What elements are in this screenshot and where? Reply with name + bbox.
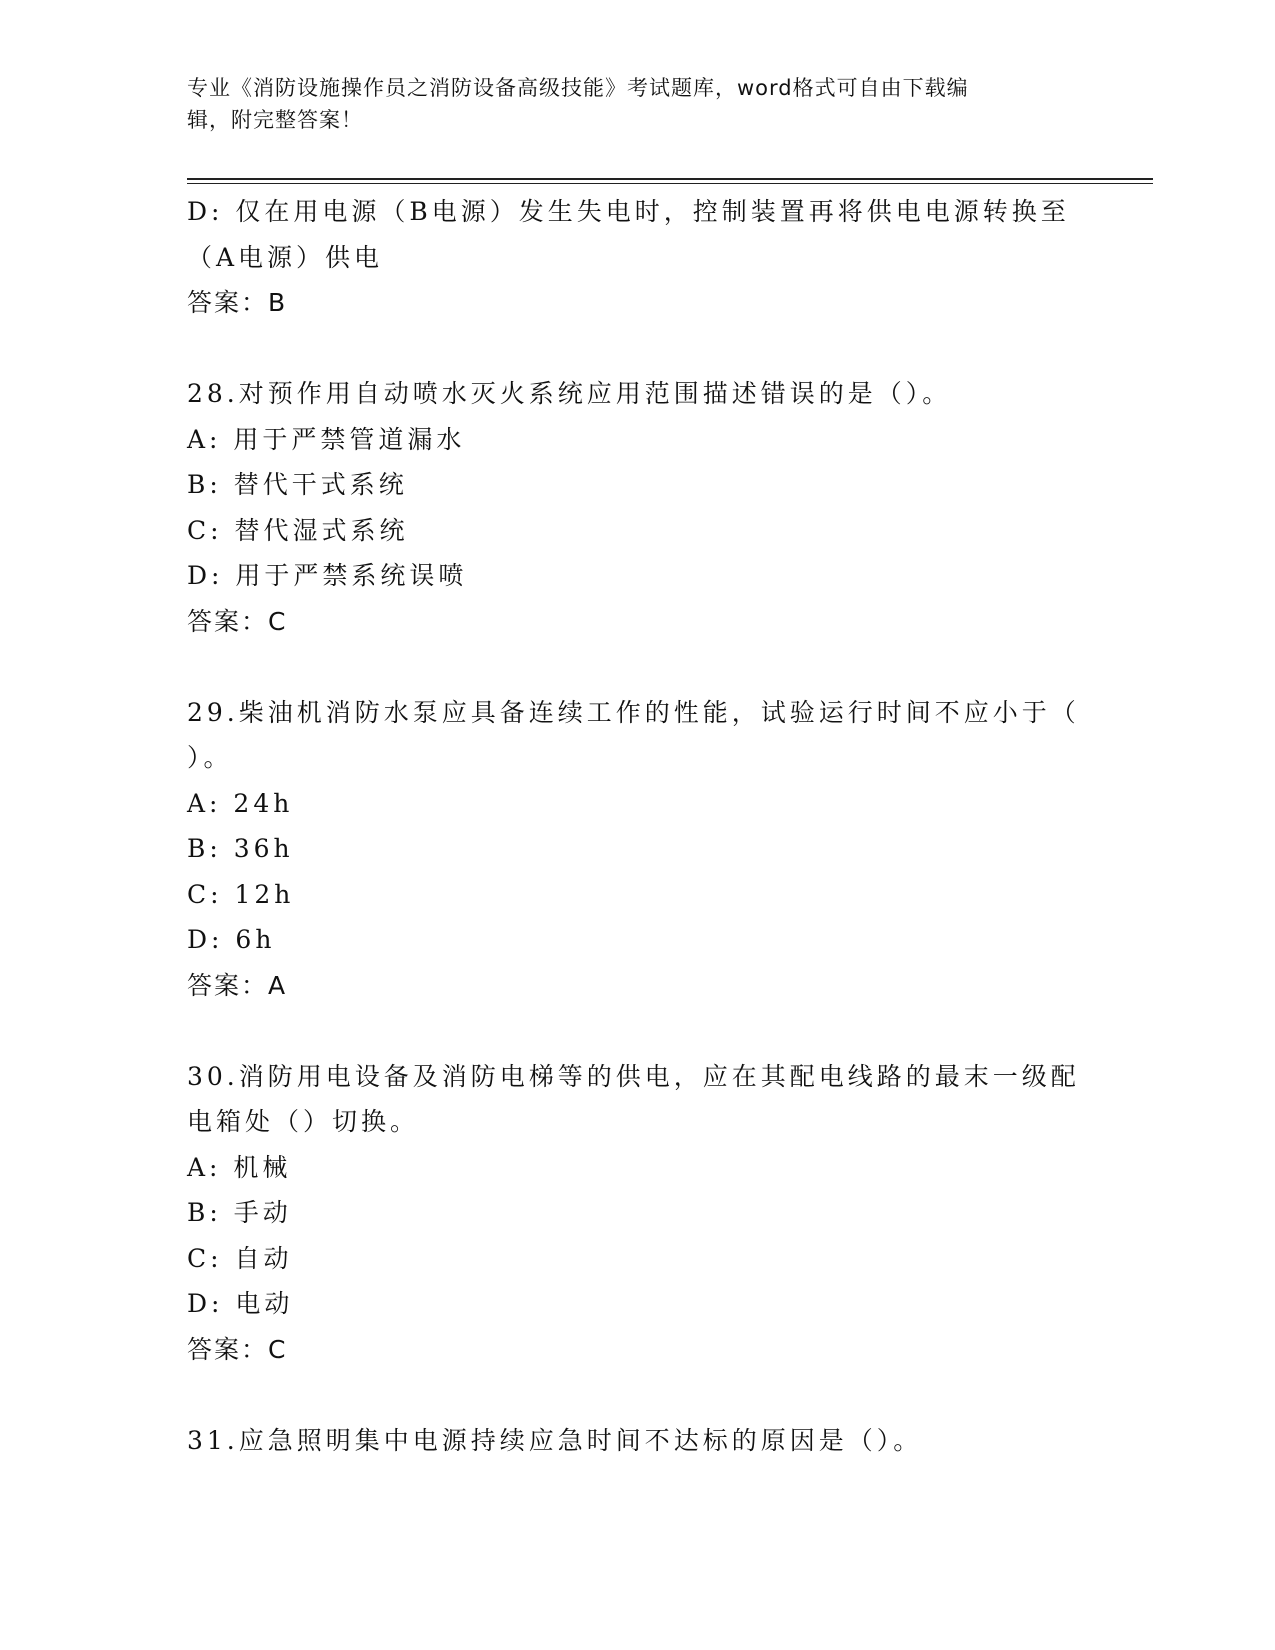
question-stem-continued: ）。 bbox=[187, 743, 233, 772]
option-c: C: 12h bbox=[187, 879, 295, 909]
question-31 bbox=[187, 1418, 1087, 1464]
option-c: C: 替代湿式系统 bbox=[187, 515, 409, 545]
question-stem: 30.消防用电设备及消防电梯等的供电，应在其配电线路的最末一级配 bbox=[187, 1061, 1080, 1091]
spacer bbox=[187, 1372, 1087, 1418]
question-30 bbox=[187, 1054, 1087, 1373]
spacer bbox=[187, 1008, 1087, 1054]
header-line-2: 辑，附完整答案！ bbox=[187, 108, 363, 132]
option-a: A: 用于严禁管道漏水 bbox=[187, 424, 466, 454]
question-stem-continued: 电箱处（）切换。 bbox=[187, 1107, 420, 1136]
option-b: B: 手动 bbox=[187, 1198, 292, 1227]
header-divider-thin bbox=[187, 183, 1153, 184]
option-b: B: 替代干式系统 bbox=[187, 470, 408, 499]
answer-line: 答案：C bbox=[187, 1334, 288, 1364]
spacer bbox=[187, 326, 1087, 372]
question-28 bbox=[187, 371, 1087, 644]
question-stem: 29.柴油机消防水泵应具备连续工作的性能，试验运行时间不应小于（ bbox=[187, 697, 1080, 727]
answer-line: 答案：B bbox=[187, 288, 288, 317]
document-header bbox=[187, 72, 1067, 136]
previous-question-tail bbox=[187, 189, 1087, 326]
option-c: C: 自动 bbox=[187, 1243, 293, 1273]
option-d: D: 电动 bbox=[187, 1289, 294, 1318]
answer-line: 答案：A bbox=[187, 970, 288, 1000]
option-d-continued: （A电源）供电 bbox=[187, 242, 384, 272]
answer-line: 答案：C bbox=[187, 606, 288, 636]
question-stem: 28.对预作用自动喷水灭火系统应用范围描述错误的是（）。 bbox=[187, 379, 952, 408]
option-d: D: 用于严禁系统误喷 bbox=[187, 561, 468, 590]
spacer bbox=[187, 644, 1087, 690]
option-a: A: 机械 bbox=[187, 1152, 292, 1182]
option-d: D: 6h bbox=[187, 925, 276, 954]
header-line-1: 专业《消防设施操作员之消防设备高级技能》考试题库，word格式可自由下载编 bbox=[187, 76, 969, 100]
header-divider-thick bbox=[187, 178, 1153, 180]
document-body bbox=[187, 189, 1087, 1463]
question-stem: 31.应急照明集中电源持续应急时间不达标的原因是（）。 bbox=[187, 1425, 923, 1455]
option-d: D: 仅在用电源（B电源）发生失电时，控制装置再将供电电源转换至 bbox=[187, 197, 1070, 226]
option-a: A: 24h bbox=[187, 788, 294, 818]
question-29 bbox=[187, 690, 1087, 1009]
option-b: B: 36h bbox=[187, 834, 294, 863]
